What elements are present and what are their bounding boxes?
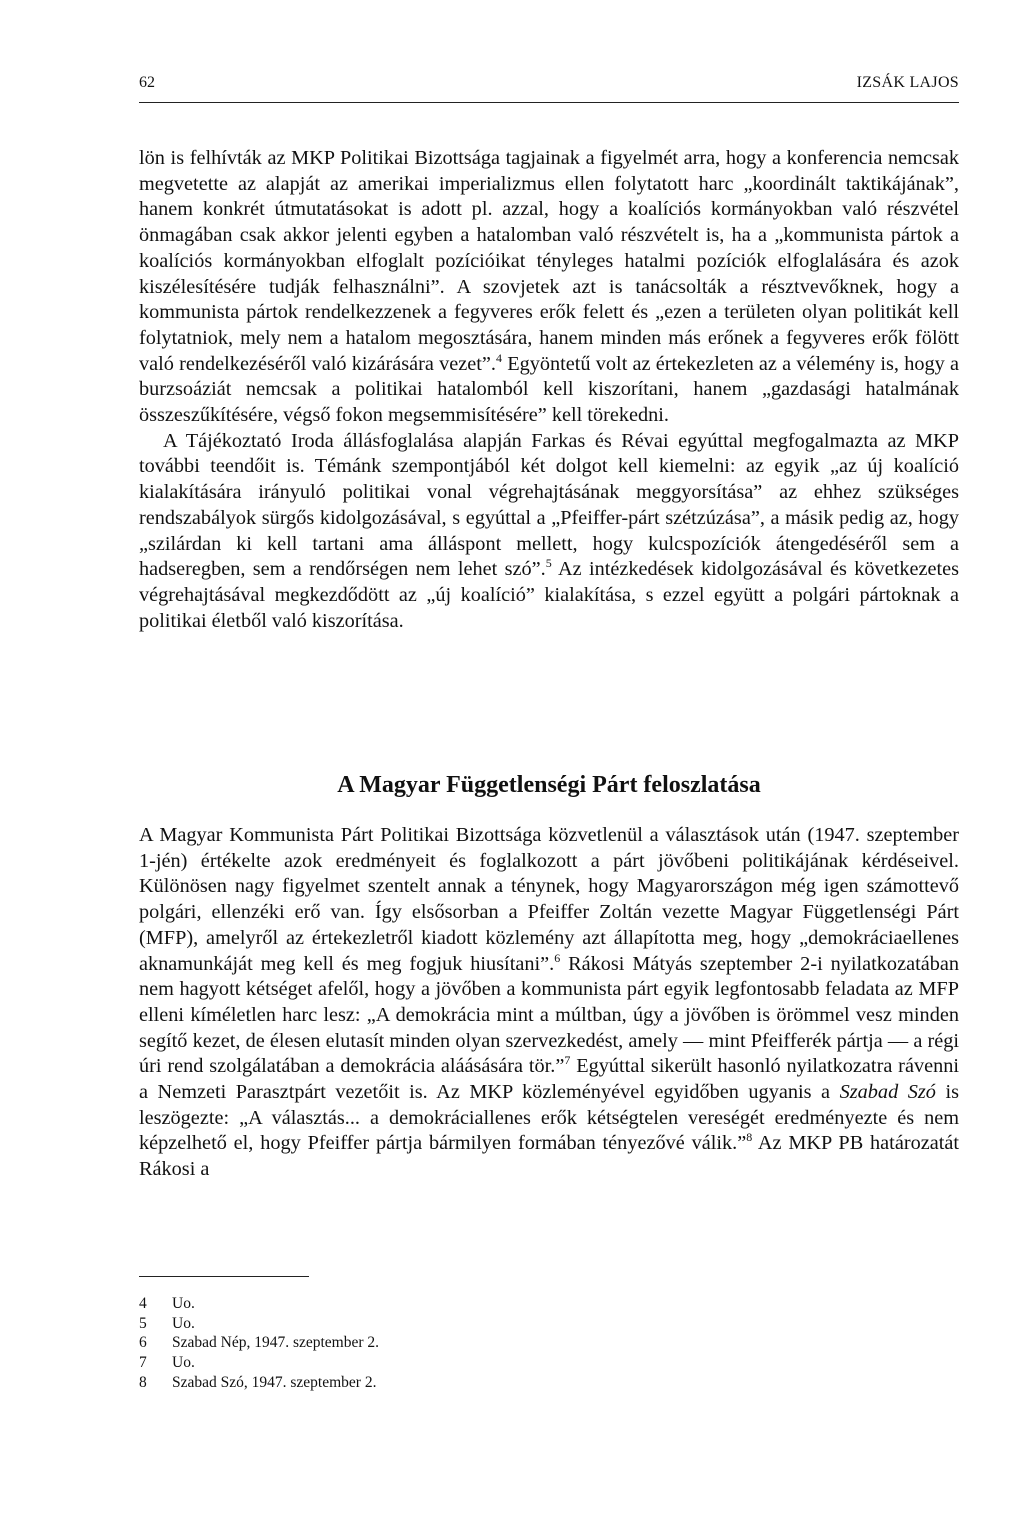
text-run: Az MKP PB határozatát Rákosi a — [139, 1132, 959, 1181]
footnote-text: Szabad Szó, 1947. szeptember 2. — [172, 1373, 377, 1391]
paragraph — [139, 146, 959, 429]
text-run: is leszögezte: „A választás... a demokráciallenes erők kétségtelen vereségét eredményezte és nem képzelhető el, hogy Pfeiffer pártja bármilyen formában tényezővé válik.” — [139, 1081, 959, 1155]
footnote-ref: 5 — [545, 556, 552, 571]
footnote-item — [139, 1333, 959, 1353]
running-head: IZSÁK LAJOS — [856, 74, 959, 91]
footnote-text: Szabad Nép, 1947. szeptember 2. — [172, 1334, 380, 1352]
footnote-item — [139, 1294, 959, 1314]
text-run: Az intézkedések kidolgozásával és következetes végrehajtásával megkezdődött az „új koalíció” kialakítása, s ezzel együtt a polgári pártoknak a politikai életből való kiszorítása. — [139, 558, 960, 632]
footnote-item — [139, 1353, 959, 1373]
footnote-number: 7 — [139, 1354, 147, 1372]
footnote-ref: 7 — [564, 1053, 571, 1068]
page-number: 62 — [139, 74, 155, 91]
footnote-ref: 4 — [495, 350, 502, 365]
footnote-ref: 6 — [554, 950, 561, 965]
footnotes — [139, 1294, 959, 1393]
footnote-ref: 8 — [746, 1130, 753, 1145]
body-text-top — [139, 146, 959, 634]
footnote-text: Uo. — [172, 1314, 195, 1332]
text-run: A Magyar Kommunista Párt Politikai Bizottsága közvetlenül a választások után (1947. szeptember 1-jén) értékelte azok eredményeit és foglalkozott a párt jövőbeni politikájának kérdéseivel. Különösen nagy figyelmet szentelt annak a ténynek, hogy Magyarországon még igen számottevő polgári, ellenzéki erő van. Így elsősorban a Pfeiffer Zoltán vezette Magyar Függetlenségi Párt (MFP), amelyről az értekezletről kiadott közlemény azt állapította meg, hogy „demokráciaellenes aknamunkáját meg kell és meg fogjuk hiusítani”. — [139, 824, 959, 975]
footnote-number: 8 — [139, 1373, 147, 1391]
footnote-text: Uo. — [172, 1354, 195, 1372]
section-title: A Magyar Függetlenségi Párt feloszlatása — [337, 772, 761, 798]
footnote-item — [139, 1373, 959, 1393]
italic-title: Szabad Szó — [839, 1081, 936, 1104]
text-run: Egyöntetű volt az értekezleten az a vélemény is, hogy a burzsoáziát nemcsak a politikai hatalomból kell kiszorítani, hanem „gazdasági hatalmának összeszűkítésére, végső fokon megsemmisítésére” kell törekedni. — [139, 352, 959, 427]
footnote-number: 5 — [139, 1314, 147, 1332]
footnote-rule — [139, 1276, 309, 1277]
footnote-text: Uo. — [172, 1295, 195, 1312]
footnote-number: 6 — [139, 1334, 147, 1352]
text-run: Egyúttal sikerült hasonló nyilatkozatra rávenni a Nemzeti Parasztpárt vezetőit is. Az MKP közleményével egyidőben ugyanis a — [139, 1055, 960, 1104]
page-header — [139, 74, 959, 100]
body-text-section — [139, 823, 959, 1183]
text-run: lön is felhívták az MKP Politikai Bizottsága tagjainak a figyelmét arra, hogy a konferencia nemcsak megvetette az alapját az amerikai imperializmus ellen folytatott harc „koordinált taktikájának”, hanem konkrét útmutatásokat is adott pl. azzal, hogy a koalíciós kormányokban való részvétel önmagában csak akkor jelenti egyben a hatalomban való részvételt is, ha a „kommunista pártok a koalíciós kormányokban elfoglalt pozícióikat tényleges hatalmi pozíciók elfoglalására és azok kiszélesítésére tudják felhasználni”. A szovjetek azt is tanácsolták a résztvevőknek, hogy a kommunista pártok rendelkezzenek a fegyveres erők felett és „ezen a területen olyan politikát kell folytatniok, mely nem a hatalom megosztására, hanem minden más erőnek a fegyveres erők fölött való rendelkezéséről való kizárására vezet”. — [139, 147, 959, 375]
text-run: A Tájékoztató Iroda állásfoglalása alapján Farkas és Révai egyúttal megfogalmazta az MKP további teendőit is. Témánk szempontjából két dolgot kell kiemelni: az egyik „az új koalíció kialakítására irányuló politikai vonal végrehajtásának meggyorsítása” az ehhez szükséges rendszabályok sürgős kidolgozásával, s egyúttal a „Pfeiffer-párt szétzúzása”, a másik pedig az, hogy „szilárdan ki kell tartani ama álláspont mellett, hogy kulcspozíciók átengedéséről sem a hadseregben, sem a rendőrségen nem lehet szó”. — [139, 429, 959, 581]
header-rule — [139, 102, 959, 103]
paragraph — [139, 823, 959, 1183]
text-run: Rákosi Mátyás szeptember 2-i nyilatkozatában nem hagyott kétséget afelől, hogy a jövőben a kommunista párt egyik legfontosabb feladata az MFP elleni kíméletlen harc lesz: „A demokrácia mint a múltban, úgy a jövőben is örömmel vesz minden segítő kezet, de élesen elutasít minden olyan szervezkedést, amely — mint Pfeifferék pártja — a régi úri rend szolgálatában a demokrácia aláásására tör.” — [139, 952, 959, 1078]
footnote-number: 4 — [139, 1295, 147, 1312]
footnote-item — [139, 1314, 959, 1334]
paragraph — [139, 429, 959, 635]
